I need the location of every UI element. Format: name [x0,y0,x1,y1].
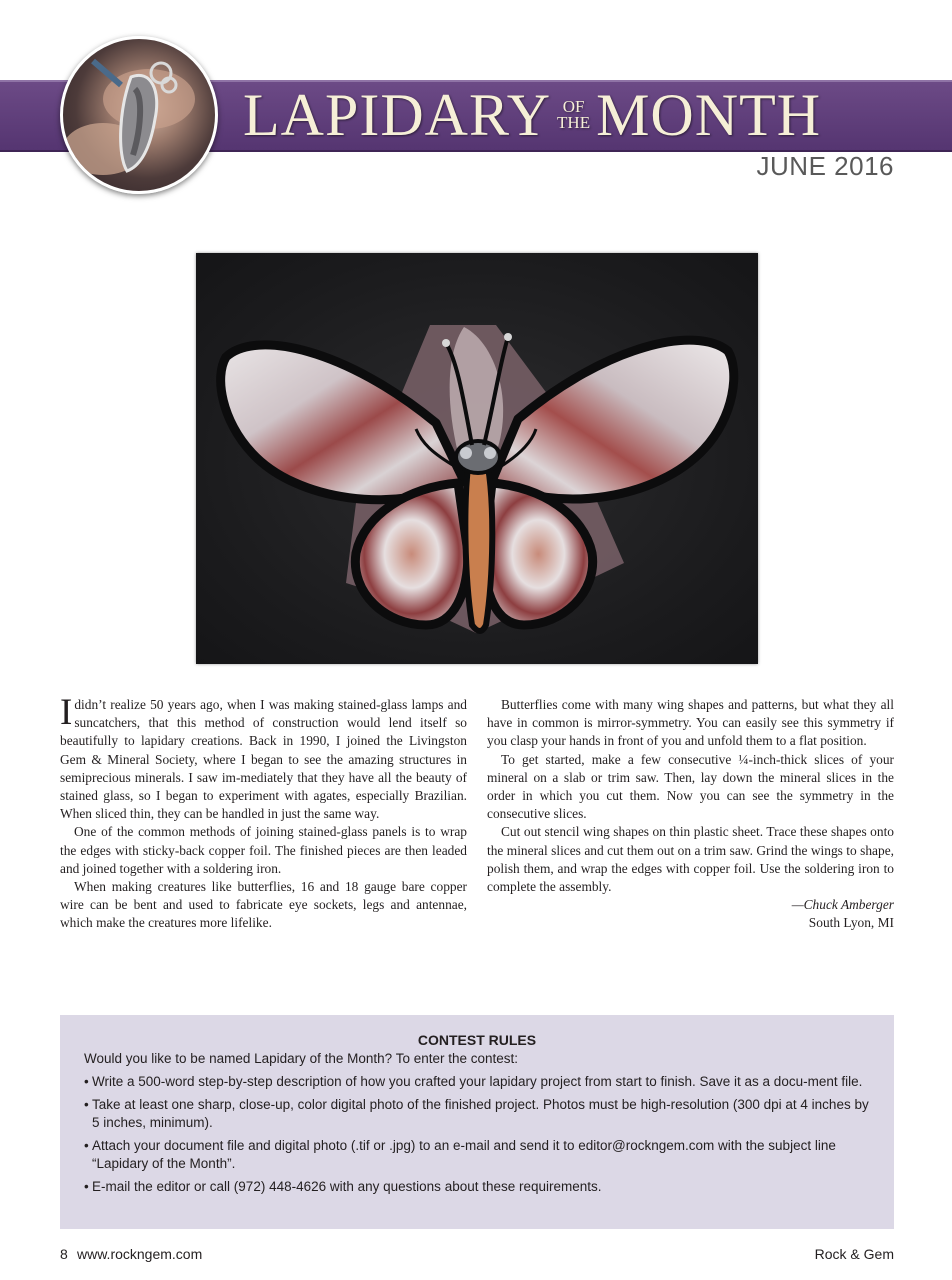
magazine-name: Rock & Gem [814,1246,894,1262]
page-number: 8 [60,1246,68,1262]
author-name: —Chuck Amberger [791,897,894,913]
contest-rule-item: • Write a 500-word step-by-step description of how you crafted your lapidary project from start to finish. Save it as a docu-ment file. [84,1073,869,1091]
article-column-right [487,696,894,933]
article-paragraph: One of the common methods of joining stained-glass panels is to wrap the edges with sticky-back copper foil. The finished pieces are then leaded and joined together with a soldering iron. [60,824,467,876]
issue-date: JUNE 2016 [756,151,894,181]
pendant-icon [63,39,215,191]
contest-rule-item: • E-mail the editor or call (972) 448-4626 with any questions about these requirements. [84,1178,869,1196]
article-column-left [60,692,467,933]
article-paragraph: Butterflies come with many wing shapes and patterns, but what they all have in common is mirror-symmetry. You can easily see this symmetry if you clasp your hands in front of you and unfold them to a flat position. [487,697,894,749]
contest-rule-item: • Take at least one sharp, close-up, color digital photo of the finished project. Photos must be high-resolution (300 dpi at 4 inches by 5 inches, minimum). [84,1096,869,1132]
paragraph-text: didn’t realize 50 years ago, when I was making stained-glass lamps and suncatchers, that this method of construction would lend itself so beautifully to lapidary creations. Back in 1990, I joined the Livingston Gem & Mineral Society, where I began to see the amazing structures in semiprecious minerals. I saw im-mediately that they have all the beauty of stained glass, so I began to experiment with agates, especially Brazilian. When sliced thin, they can be handled in just the same way. [60,697,467,822]
contest-rules-list [84,1073,869,1201]
feature-photo [196,253,758,664]
page-title [243,82,821,148]
title-of-the [557,99,590,131]
title-word-month: MONTH [596,82,822,148]
article-paragraph: When making creatures like butterflies, 16 and 18 gauge bare copper wire can be bent and used to fabricate eye sockets, legs and antennae, which make the creatures more lifelike. [60,879,467,931]
author-location: South Lyon, MI [808,915,894,931]
website-link[interactable]: www.rockngem.com [77,1246,203,1262]
article-paragraph: Cut out stencil wing shapes on thin plastic sheet. Trace these shapes onto the mineral slices and cut them out on a trim saw. Grind the wings to shape, polish them, and wrap the edges with copper foil. Use the soldering iron to complete the assembly. [487,824,894,895]
contest-rules-heading: CONTEST RULES [417,1032,537,1048]
article-paragraph: To get started, make a few consecutive ¼-inch-thick slices of your mineral on a slab or trim saw. Then, lay down the mineral slices in the order in which you cut them. Now you can see the symmetry in the consecutive slices. [487,751,894,822]
contest-rule-item: • Attach your document file and digital photo (.tif or .jpg) to an e-mail and send it to editor@rockngem.com with the subject line “Lapidary of the Month”. [84,1137,869,1173]
contest-rules-intro: Would you like to be named Lapidary of the Month? To enter the contest: [84,1051,519,1066]
butterfly-icon [196,253,758,664]
title-word-lapidary: LAPIDARY [243,82,552,148]
title-word-of: OF [562,97,585,116]
drop-cap: I [60,692,73,733]
header-medallion-photo [60,36,218,194]
page-footer [60,1246,894,1266]
article-paragraph [60,692,467,823]
title-word-the: THE [557,113,591,132]
contest-rules-box [60,1015,894,1229]
